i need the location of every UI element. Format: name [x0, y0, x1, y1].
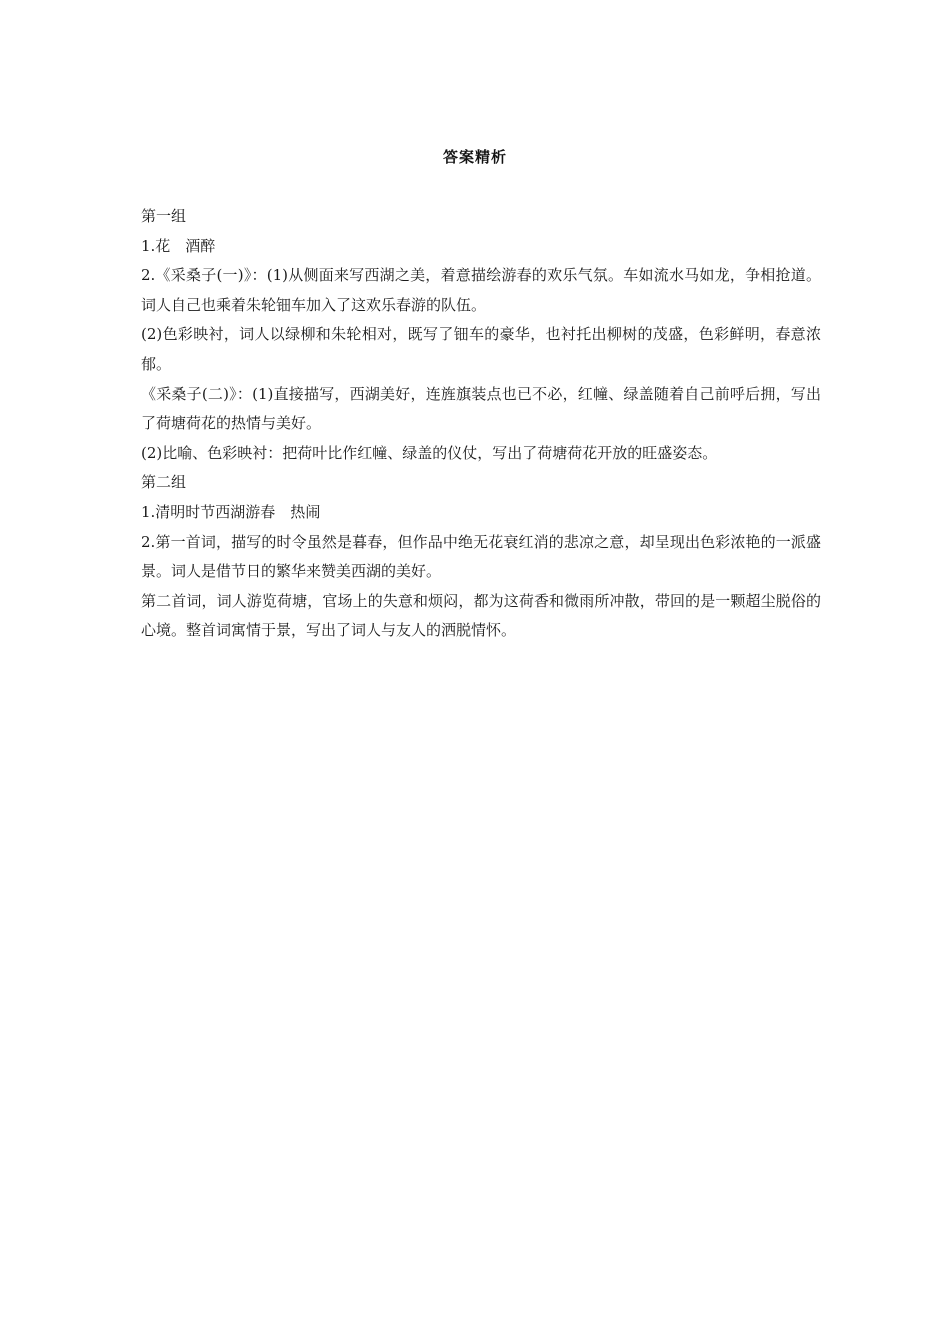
- section-heading-group-2: 第二组: [141, 473, 187, 492]
- answer-paragraph: (2)色彩映衬，词人以绿柳和朱轮相对，既写了钿车的豪华，也衬托出柳树的茂盛，色彩鲜明，春意浓郁。: [141, 325, 821, 373]
- answer-paragraph: 1.清明时节西湖游春 热闹: [141, 502, 321, 521]
- section-heading-group-1: 第一组: [141, 207, 187, 225]
- page-title: 答案精析: [442, 148, 507, 166]
- answer-paragraph: (2)比喻、色彩映衬：把荷叶比作红幢、绿盖的仪仗，写出了荷塘荷花开放的旺盛姿态。: [141, 443, 718, 462]
- answer-paragraph: 《采桑子(二)》：(1)直接描写，西湖美好，连旌旗装点也已不必，红幢、绿盖随着自己前呼后拥，写出了荷塘荷花的热情与美好。: [141, 384, 821, 433]
- answer-content: [141, 202, 821, 646]
- answer-paragraph: 2.第一首词，描写的时令虽然是暮春，但作品中绝无花衰红消的悲凉之意，却呈现出色彩浓艳的一派盛景。词人是借节日的繁华来赞美西湖的美好。: [141, 532, 821, 581]
- answer-paragraph: 1.花 酒醉: [141, 236, 216, 255]
- answer-paragraph: 2.《采桑子(一)》：(1)从侧面来写西湖之美，着意描绘游春的欢乐气氛。车如流水马如龙，争相抢道。词人自己也乘着朱轮钿车加入了这欢乐春游的队伍。: [141, 266, 821, 314]
- answer-paragraph: 第二首词，词人游览荷塘，官场上的失意和烦闷，都为这荷香和微雨所冲散，带回的是一颗超尘脱俗的心境。整首词寓情于景，写出了词人与友人的洒脱情怀。: [141, 591, 821, 640]
